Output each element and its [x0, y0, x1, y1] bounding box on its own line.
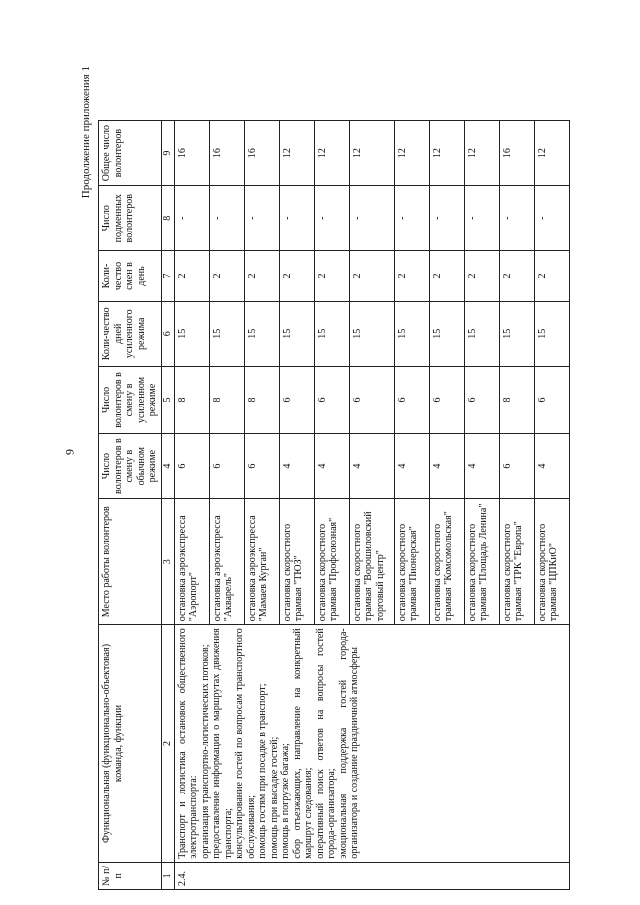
value-cell: 15: [174, 301, 209, 366]
function-line: оперативный поиск ответов на вопросы гостей города-организатора;: [314, 628, 337, 859]
value-cell: 2: [279, 251, 314, 301]
value-cell: 15: [349, 301, 394, 366]
column-number: 2: [161, 625, 174, 862]
function-line: помощь гостям при посадке в транспорт;: [257, 683, 268, 859]
header-row: [99, 121, 162, 890]
value-cell: 6: [244, 434, 279, 499]
value-cell: 6: [279, 366, 314, 433]
value-cell: -: [464, 186, 499, 251]
value-cell: 15: [534, 301, 569, 366]
value-cell: 16: [209, 121, 244, 186]
value-cell: 15: [314, 301, 349, 366]
place-cell: остановка скоростного трамвая "ЦПКиО": [534, 499, 569, 625]
value-cell: -: [534, 186, 569, 251]
value-cell: 2: [349, 251, 394, 301]
section-number: 2.4.: [174, 862, 569, 889]
volunteers-table: [98, 120, 570, 890]
value-cell: 8: [499, 366, 534, 433]
value-cell: 15: [464, 301, 499, 366]
value-cell: 2: [394, 251, 429, 301]
function-line: Транспорт и логистика остановок общественного электротранспорта:: [176, 628, 199, 859]
value-cell: 12: [534, 121, 569, 186]
value-cell: 8: [244, 366, 279, 433]
value-cell: 12: [429, 121, 464, 186]
value-cell: -: [499, 186, 534, 251]
value-cell: 8: [174, 366, 209, 433]
function-line: эмоциональная поддержка гостей города-организатора и создание праздничной атмосферы: [337, 628, 360, 859]
value-cell: 15: [429, 301, 464, 366]
function-line: сбор отъезжающих, направление на конкретный маршрут следования;: [291, 628, 314, 859]
value-cell: -: [349, 186, 394, 251]
value-cell: 4: [534, 434, 569, 499]
column-number: 6: [161, 301, 174, 366]
column-number: 5: [161, 366, 174, 433]
value-cell: 6: [464, 366, 499, 433]
header-cell: Функциональная (функционально-объектовая) команда, функции: [99, 625, 162, 862]
header-cell: Число волонтеров в смену в усиленном режиме: [99, 366, 162, 433]
value-cell: 12: [314, 121, 349, 186]
value-cell: 6: [174, 434, 209, 499]
header-cell: № п/п: [99, 862, 162, 889]
value-cell: 15: [244, 301, 279, 366]
place-cell: остановка скоростного трамвая "ТРК "Европа": [499, 499, 534, 625]
value-cell: 2: [534, 251, 569, 301]
rotated-table-page: [80, 60, 580, 890]
place-cell: остановка аэроэкспресса "Мамаев Курган": [244, 499, 279, 625]
continuation-label: Продолжение приложения 1: [80, 66, 92, 199]
value-cell: 15: [279, 301, 314, 366]
place-cell: остановка скоростного трамвая "ТЮЗ": [279, 499, 314, 625]
value-cell: 4: [464, 434, 499, 499]
value-cell: 2: [429, 251, 464, 301]
place-cell: остановка скоростного трамвая "Комсомольская": [429, 499, 464, 625]
column-number: 9: [161, 121, 174, 186]
value-cell: 4: [279, 434, 314, 499]
value-cell: 2: [464, 251, 499, 301]
value-cell: 6: [534, 366, 569, 433]
value-cell: -: [394, 186, 429, 251]
value-cell: 2: [209, 251, 244, 301]
place-cell: остановка аэроэкспресса "Аэропорт": [174, 499, 209, 625]
value-cell: 12: [279, 121, 314, 186]
value-cell: -: [209, 186, 244, 251]
value-cell: 16: [174, 121, 209, 186]
value-cell: 6: [429, 366, 464, 433]
header-cell: Коли-чество дней усиленного режима: [99, 301, 162, 366]
value-cell: 2: [499, 251, 534, 301]
value-cell: 15: [499, 301, 534, 366]
place-cell: остановка скоростного трамвая "Ворошиловский торговый центр": [349, 499, 394, 625]
place-cell: остановка скоростного трамвая "Площадь Ленина": [464, 499, 499, 625]
value-cell: 12: [464, 121, 499, 186]
header-cell: Общее число волонтеров: [99, 121, 162, 186]
value-cell: 4: [429, 434, 464, 499]
value-cell: -: [174, 186, 209, 251]
function-line: предоставление информации о маршрутах движения транспорта;: [211, 628, 234, 859]
value-cell: 4: [394, 434, 429, 499]
header-cell: Число подменных волонтеров: [99, 186, 162, 251]
column-number: 7: [161, 251, 174, 301]
column-number-row: [161, 121, 174, 890]
value-cell: 2: [174, 251, 209, 301]
section-row: [174, 121, 209, 890]
header-cell: Число волонтеров в смену в обычном режиме: [99, 434, 162, 499]
value-cell: 6: [499, 434, 534, 499]
value-cell: 16: [499, 121, 534, 186]
value-cell: 6: [209, 434, 244, 499]
place-cell: остановка скоростного трамвая "Пионерская": [394, 499, 429, 625]
column-number: 8: [161, 186, 174, 251]
header-cell: Коли-чество смен в день: [99, 251, 162, 301]
value-cell: 8: [209, 366, 244, 433]
column-number: 3: [161, 499, 174, 625]
page-number: 9: [62, 449, 77, 455]
value-cell: 6: [349, 366, 394, 433]
value-cell: 6: [314, 366, 349, 433]
place-cell: остановка скоростного трамвая "Профсоюзная": [314, 499, 349, 625]
column-number: 1: [161, 862, 174, 889]
value-cell: 4: [314, 434, 349, 499]
function-line: помощь при высадке гостей;: [268, 736, 280, 859]
value-cell: -: [244, 186, 279, 251]
value-cell: 15: [209, 301, 244, 366]
function-line: помощь в погрузке багажа;: [280, 743, 291, 859]
function-line: организация транспортно-логистических потоков;: [199, 644, 211, 859]
place-cell: остановка аэроэкспресса "Акварель": [209, 499, 244, 625]
value-cell: 2: [314, 251, 349, 301]
section-functions: [174, 625, 569, 862]
value-cell: -: [429, 186, 464, 251]
value-cell: 4: [349, 434, 394, 499]
value-cell: 6: [394, 366, 429, 433]
value-cell: 15: [394, 301, 429, 366]
value-cell: 2: [244, 251, 279, 301]
value-cell: -: [279, 186, 314, 251]
value-cell: -: [314, 186, 349, 251]
column-number: 4: [161, 434, 174, 499]
value-cell: 12: [349, 121, 394, 186]
function-line: консультирование гостей по вопросам транспортного обслуживания;: [234, 628, 257, 859]
value-cell: 12: [394, 121, 429, 186]
value-cell: 16: [244, 121, 279, 186]
header-cell: Место работы волонтеров: [99, 499, 162, 625]
